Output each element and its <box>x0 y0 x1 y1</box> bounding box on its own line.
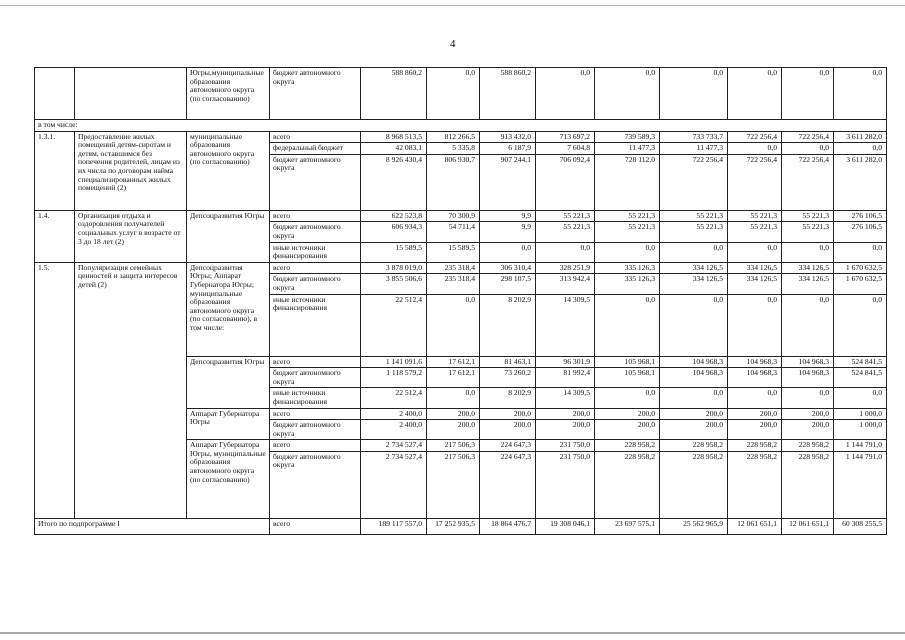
amount-cell: 189 117 557,0 <box>361 518 427 534</box>
amount-cell: 200,0 <box>427 420 480 440</box>
amount-cell: 306 310,4 <box>480 262 536 274</box>
amount-cell: 0,0 <box>660 388 728 408</box>
amount-cell: 0,0 <box>595 388 660 408</box>
amount-cell: 104 968,3 <box>728 356 782 368</box>
funding-source: всего <box>270 440 361 452</box>
amount-cell: 1 670 632,5 <box>834 262 887 274</box>
amount-cell: 18 864 476,7 <box>480 518 536 534</box>
measure-name: Организация отдыха и оздоровления получателей социальных услуг в возрасте от 3 до 18 лет (2) <box>75 210 187 262</box>
amount-cell: 2 400,0 <box>361 408 427 420</box>
measure-name: Предоставление жилых помещений детям-сиротам и детям, оставшимся без попечения родителей, лицам из их числа по договорам найма специализированных жилых помещений (2) <box>75 131 187 210</box>
table-row <box>35 518 887 534</box>
amount-cell: 0,0 <box>782 68 834 120</box>
amount-cell: 0,0 <box>427 294 480 356</box>
amount-cell: 22 512,4 <box>361 294 427 356</box>
amount-cell: 217 506,3 <box>427 440 480 452</box>
amount-cell: 11 477,3 <box>595 143 660 155</box>
amount-cell: 0,0 <box>782 294 834 356</box>
amount-cell: 60 308 255,5 <box>834 518 887 534</box>
item-number: 1.5. <box>35 262 75 518</box>
amount-cell: 2 400,0 <box>361 420 427 440</box>
executor: Депсоцразвития Югры <box>187 356 270 408</box>
amount-cell: 0,0 <box>782 242 834 262</box>
funding-source: всего <box>270 210 361 222</box>
amount-cell: 0,0 <box>728 68 782 120</box>
amount-cell: 0,0 <box>595 242 660 262</box>
amount-cell: 0,0 <box>834 294 887 356</box>
amount-cell: 334 126,5 <box>782 274 834 294</box>
amount-cell: 588 860,2 <box>361 68 427 120</box>
amount-cell: 55 221,3 <box>782 210 834 222</box>
amount-cell: 55 221,3 <box>728 210 782 222</box>
amount-cell: 722 256,4 <box>782 154 834 210</box>
amount-cell: 298 107,5 <box>480 274 536 294</box>
amount-cell: 200,0 <box>782 408 834 420</box>
table-row <box>35 120 887 132</box>
amount-cell: 12 061 651,1 <box>782 518 834 534</box>
amount-cell: 3 611 282,0 <box>834 154 887 210</box>
amount-cell: 9,9 <box>480 222 536 242</box>
amount-cell: 105 968,1 <box>595 368 660 388</box>
table-row <box>35 210 887 222</box>
amount-cell: 334 126,5 <box>660 262 728 274</box>
amount-cell: 0,0 <box>660 68 728 120</box>
amount-cell: 0,0 <box>782 388 834 408</box>
scan-edge-bottom <box>0 632 905 634</box>
amount-cell: 722 256,4 <box>782 131 834 143</box>
amount-cell: 235 318,4 <box>427 274 480 294</box>
amount-cell: 15 589,5 <box>427 242 480 262</box>
amount-cell: 1 000,0 <box>834 420 887 440</box>
amount-cell: 0,0 <box>660 242 728 262</box>
amount-cell: 17 612,1 <box>427 356 480 368</box>
amount-cell: 334 126,5 <box>728 274 782 294</box>
amount-cell: 0,0 <box>427 388 480 408</box>
item-number: 1.4. <box>35 210 75 262</box>
amount-cell: 9,9 <box>480 210 536 222</box>
amount-cell: 913 432,0 <box>480 131 536 143</box>
table-row <box>35 131 887 143</box>
amount-cell: 1 144 791,0 <box>834 451 887 518</box>
amount-cell: 812 266,5 <box>427 131 480 143</box>
funding-source: всего <box>270 262 361 274</box>
measure-name: Популяризация семейных ценностей и защита интересов детей (2) <box>75 262 187 518</box>
amount-cell: 722 256,4 <box>660 154 728 210</box>
amount-cell: 0,0 <box>728 388 782 408</box>
funding-source: бюджет автономного округа <box>270 420 361 440</box>
amount-cell: 0,0 <box>728 294 782 356</box>
funding-source: бюджет автономного округа <box>270 68 361 120</box>
amount-cell: 0,0 <box>536 68 595 120</box>
amount-cell: 104 968,3 <box>660 356 728 368</box>
amount-cell: 0,0 <box>480 242 536 262</box>
page-number: 4 <box>450 38 456 50</box>
amount-cell: 217 506,3 <box>427 451 480 518</box>
funding-source: всего <box>270 131 361 143</box>
executor: Югры,муниципальные образования автономного округа (по согласованию) <box>187 68 270 120</box>
amount-cell: 3 878 019,0 <box>361 262 427 274</box>
executor: Депсоцразвития Югры; Аппарат Губернатора Югры; муниципальные образования автономного округа (по согласованию), в том числе: <box>187 262 270 356</box>
funding-source: бюджет автономного округа <box>270 368 361 388</box>
amount-cell: 2 734 527,4 <box>361 451 427 518</box>
amount-cell: 55 221,3 <box>595 210 660 222</box>
amount-cell: 3 855 506,6 <box>361 274 427 294</box>
amount-cell: 42 083,1 <box>361 143 427 155</box>
amount-cell: 55 221,3 <box>660 222 728 242</box>
amount-cell: 228 958,2 <box>728 440 782 452</box>
amount-cell: 200,0 <box>480 408 536 420</box>
measure-name <box>75 68 187 120</box>
amount-cell: 200,0 <box>728 408 782 420</box>
amount-cell: 733 733,7 <box>660 131 728 143</box>
funding-source: иные источники финансирования <box>270 388 361 408</box>
executor: муниципальные образования автономного округа (по согласованию) <box>187 131 270 210</box>
amount-cell: 2 734 527,4 <box>361 440 427 452</box>
amount-cell: 0,0 <box>782 143 834 155</box>
amount-cell: 524 841,5 <box>834 356 887 368</box>
amount-cell: 334 126,5 <box>782 262 834 274</box>
amount-cell: 1 141 091,6 <box>361 356 427 368</box>
amount-cell: 335 126,3 <box>595 262 660 274</box>
amount-cell: 55 221,3 <box>728 222 782 242</box>
amount-cell: 81 463,1 <box>480 356 536 368</box>
amount-cell: 224 647,3 <box>480 451 536 518</box>
section-label: в том числе: <box>35 120 887 132</box>
amount-cell: 0,0 <box>834 143 887 155</box>
amount-cell: 622 523,8 <box>361 210 427 222</box>
scan-edge-top <box>0 5 905 6</box>
amount-cell: 276 106,5 <box>834 210 887 222</box>
amount-cell: 14 309,5 <box>536 294 595 356</box>
table-row <box>35 262 887 274</box>
amount-cell: 228 958,2 <box>660 440 728 452</box>
executor: Депсоцразвития Югры <box>187 210 270 262</box>
amount-cell: 0,0 <box>536 242 595 262</box>
amount-cell: 17 252 935,5 <box>427 518 480 534</box>
amount-cell: 235 318,4 <box>427 262 480 274</box>
item-number: 1.3.1. <box>35 131 75 210</box>
amount-cell: 55 221,3 <box>782 222 834 242</box>
amount-cell: 228 958,2 <box>728 451 782 518</box>
amount-cell: 73 260,2 <box>480 368 536 388</box>
amount-cell: 22 512,4 <box>361 388 427 408</box>
funding-source: всего <box>270 356 361 368</box>
amount-cell: 0,0 <box>595 68 660 120</box>
amount-cell: 81 992,4 <box>536 368 595 388</box>
amount-cell: 0,0 <box>660 294 728 356</box>
amount-cell: 1 144 791,0 <box>834 440 887 452</box>
amount-cell: 23 697 575,1 <box>595 518 660 534</box>
amount-cell: 25 562 965,9 <box>660 518 728 534</box>
amount-cell: 104 968,3 <box>782 356 834 368</box>
total-label: Итого по подпрограмме I <box>35 518 270 534</box>
executor: Аппарат Губернатора Югры <box>187 408 270 440</box>
amount-cell: 105 968,1 <box>595 356 660 368</box>
amount-cell: 728 112,0 <box>595 154 660 210</box>
amount-cell: 200,0 <box>660 420 728 440</box>
amount-cell: 722 256,4 <box>728 131 782 143</box>
amount-cell: 0,0 <box>834 388 887 408</box>
amount-cell: 806 930,7 <box>427 154 480 210</box>
amount-cell: 335 126,3 <box>595 274 660 294</box>
funding-source: иные источники финансирования <box>270 242 361 262</box>
amount-cell: 14 309,5 <box>536 388 595 408</box>
amount-cell: 313 942,4 <box>536 274 595 294</box>
amount-cell: 228 958,2 <box>595 440 660 452</box>
amount-cell: 8 926 430,4 <box>361 154 427 210</box>
amount-cell: 5 335,8 <box>427 143 480 155</box>
funding-source: всего <box>270 408 361 420</box>
amount-cell: 8 202,9 <box>480 294 536 356</box>
amount-cell: 228 958,2 <box>660 451 728 518</box>
amount-cell: 70 300,9 <box>427 210 480 222</box>
amount-cell: 228 958,2 <box>595 451 660 518</box>
amount-cell: 200,0 <box>728 420 782 440</box>
amount-cell: 104 968,3 <box>782 368 834 388</box>
amount-cell: 3 611 282,0 <box>834 131 887 143</box>
amount-cell: 231 750,0 <box>536 440 595 452</box>
amount-cell: 200,0 <box>595 420 660 440</box>
amount-cell: 606 934,3 <box>361 222 427 242</box>
amount-cell: 706 092,4 <box>536 154 595 210</box>
amount-cell: 17 612,1 <box>427 368 480 388</box>
funding-source: всего <box>270 518 361 534</box>
amount-cell: 6 187,9 <box>480 143 536 155</box>
amount-cell: 8 202,9 <box>480 388 536 408</box>
amount-cell: 0,0 <box>728 242 782 262</box>
table-row <box>35 68 887 120</box>
amount-cell: 54 711,4 <box>427 222 480 242</box>
amount-cell: 200,0 <box>427 408 480 420</box>
amount-cell: 334 126,5 <box>728 262 782 274</box>
amount-cell: 722 256,4 <box>728 154 782 210</box>
amount-cell: 11 477,3 <box>660 143 728 155</box>
amount-cell: 96 301,9 <box>536 356 595 368</box>
funding-source: бюджет автономного округа <box>270 222 361 242</box>
amount-cell: 334 126,5 <box>660 274 728 294</box>
amount-cell: 200,0 <box>595 408 660 420</box>
amount-cell: 0,0 <box>427 68 480 120</box>
executor: Аппарат Губернатора Югры, муниципальные образования автономного округа (по согласованию) <box>187 440 270 519</box>
amount-cell: 104 968,3 <box>660 368 728 388</box>
funding-source: федеральный бюджет <box>270 143 361 155</box>
amount-cell: 8 968 513,5 <box>361 131 427 143</box>
amount-cell: 200,0 <box>660 408 728 420</box>
amount-cell: 588 860,2 <box>480 68 536 120</box>
amount-cell: 104 968,3 <box>728 368 782 388</box>
item-number <box>35 68 75 120</box>
amount-cell: 328 251,9 <box>536 262 595 274</box>
amount-cell: 12 061 651,1 <box>728 518 782 534</box>
amount-cell: 55 221,3 <box>536 222 595 242</box>
amount-cell: 1 670 632,5 <box>834 274 887 294</box>
amount-cell: 739 589,3 <box>595 131 660 143</box>
amount-cell: 200,0 <box>480 420 536 440</box>
amount-cell: 0,0 <box>728 143 782 155</box>
amount-cell: 231 750,0 <box>536 451 595 518</box>
amount-cell: 7 604,8 <box>536 143 595 155</box>
financing-table <box>34 67 887 535</box>
funding-source: иные источники финансирования <box>270 294 361 356</box>
amount-cell: 224 647,3 <box>480 440 536 452</box>
amount-cell: 200,0 <box>536 420 595 440</box>
amount-cell: 228 958,2 <box>782 440 834 452</box>
funding-source: бюджет автономного округа <box>270 274 361 294</box>
funding-source: бюджет автономного округа <box>270 154 361 210</box>
amount-cell: 1 118 579,2 <box>361 368 427 388</box>
amount-cell: 228 958,2 <box>782 451 834 518</box>
amount-cell: 276 106,5 <box>834 222 887 242</box>
amount-cell: 0,0 <box>834 68 887 120</box>
funding-source: бюджет автономного округа <box>270 451 361 518</box>
amount-cell: 55 221,3 <box>536 210 595 222</box>
amount-cell: 55 221,3 <box>660 210 728 222</box>
amount-cell: 1 000,0 <box>834 408 887 420</box>
amount-cell: 0,0 <box>834 242 887 262</box>
amount-cell: 15 589,5 <box>361 242 427 262</box>
amount-cell: 907 244,1 <box>480 154 536 210</box>
amount-cell: 524 841,5 <box>834 368 887 388</box>
amount-cell: 55 221,3 <box>595 222 660 242</box>
amount-cell: 200,0 <box>782 420 834 440</box>
amount-cell: 713 697,2 <box>536 131 595 143</box>
amount-cell: 0,0 <box>595 294 660 356</box>
amount-cell: 200,0 <box>536 408 595 420</box>
amount-cell: 19 308 046,1 <box>536 518 595 534</box>
